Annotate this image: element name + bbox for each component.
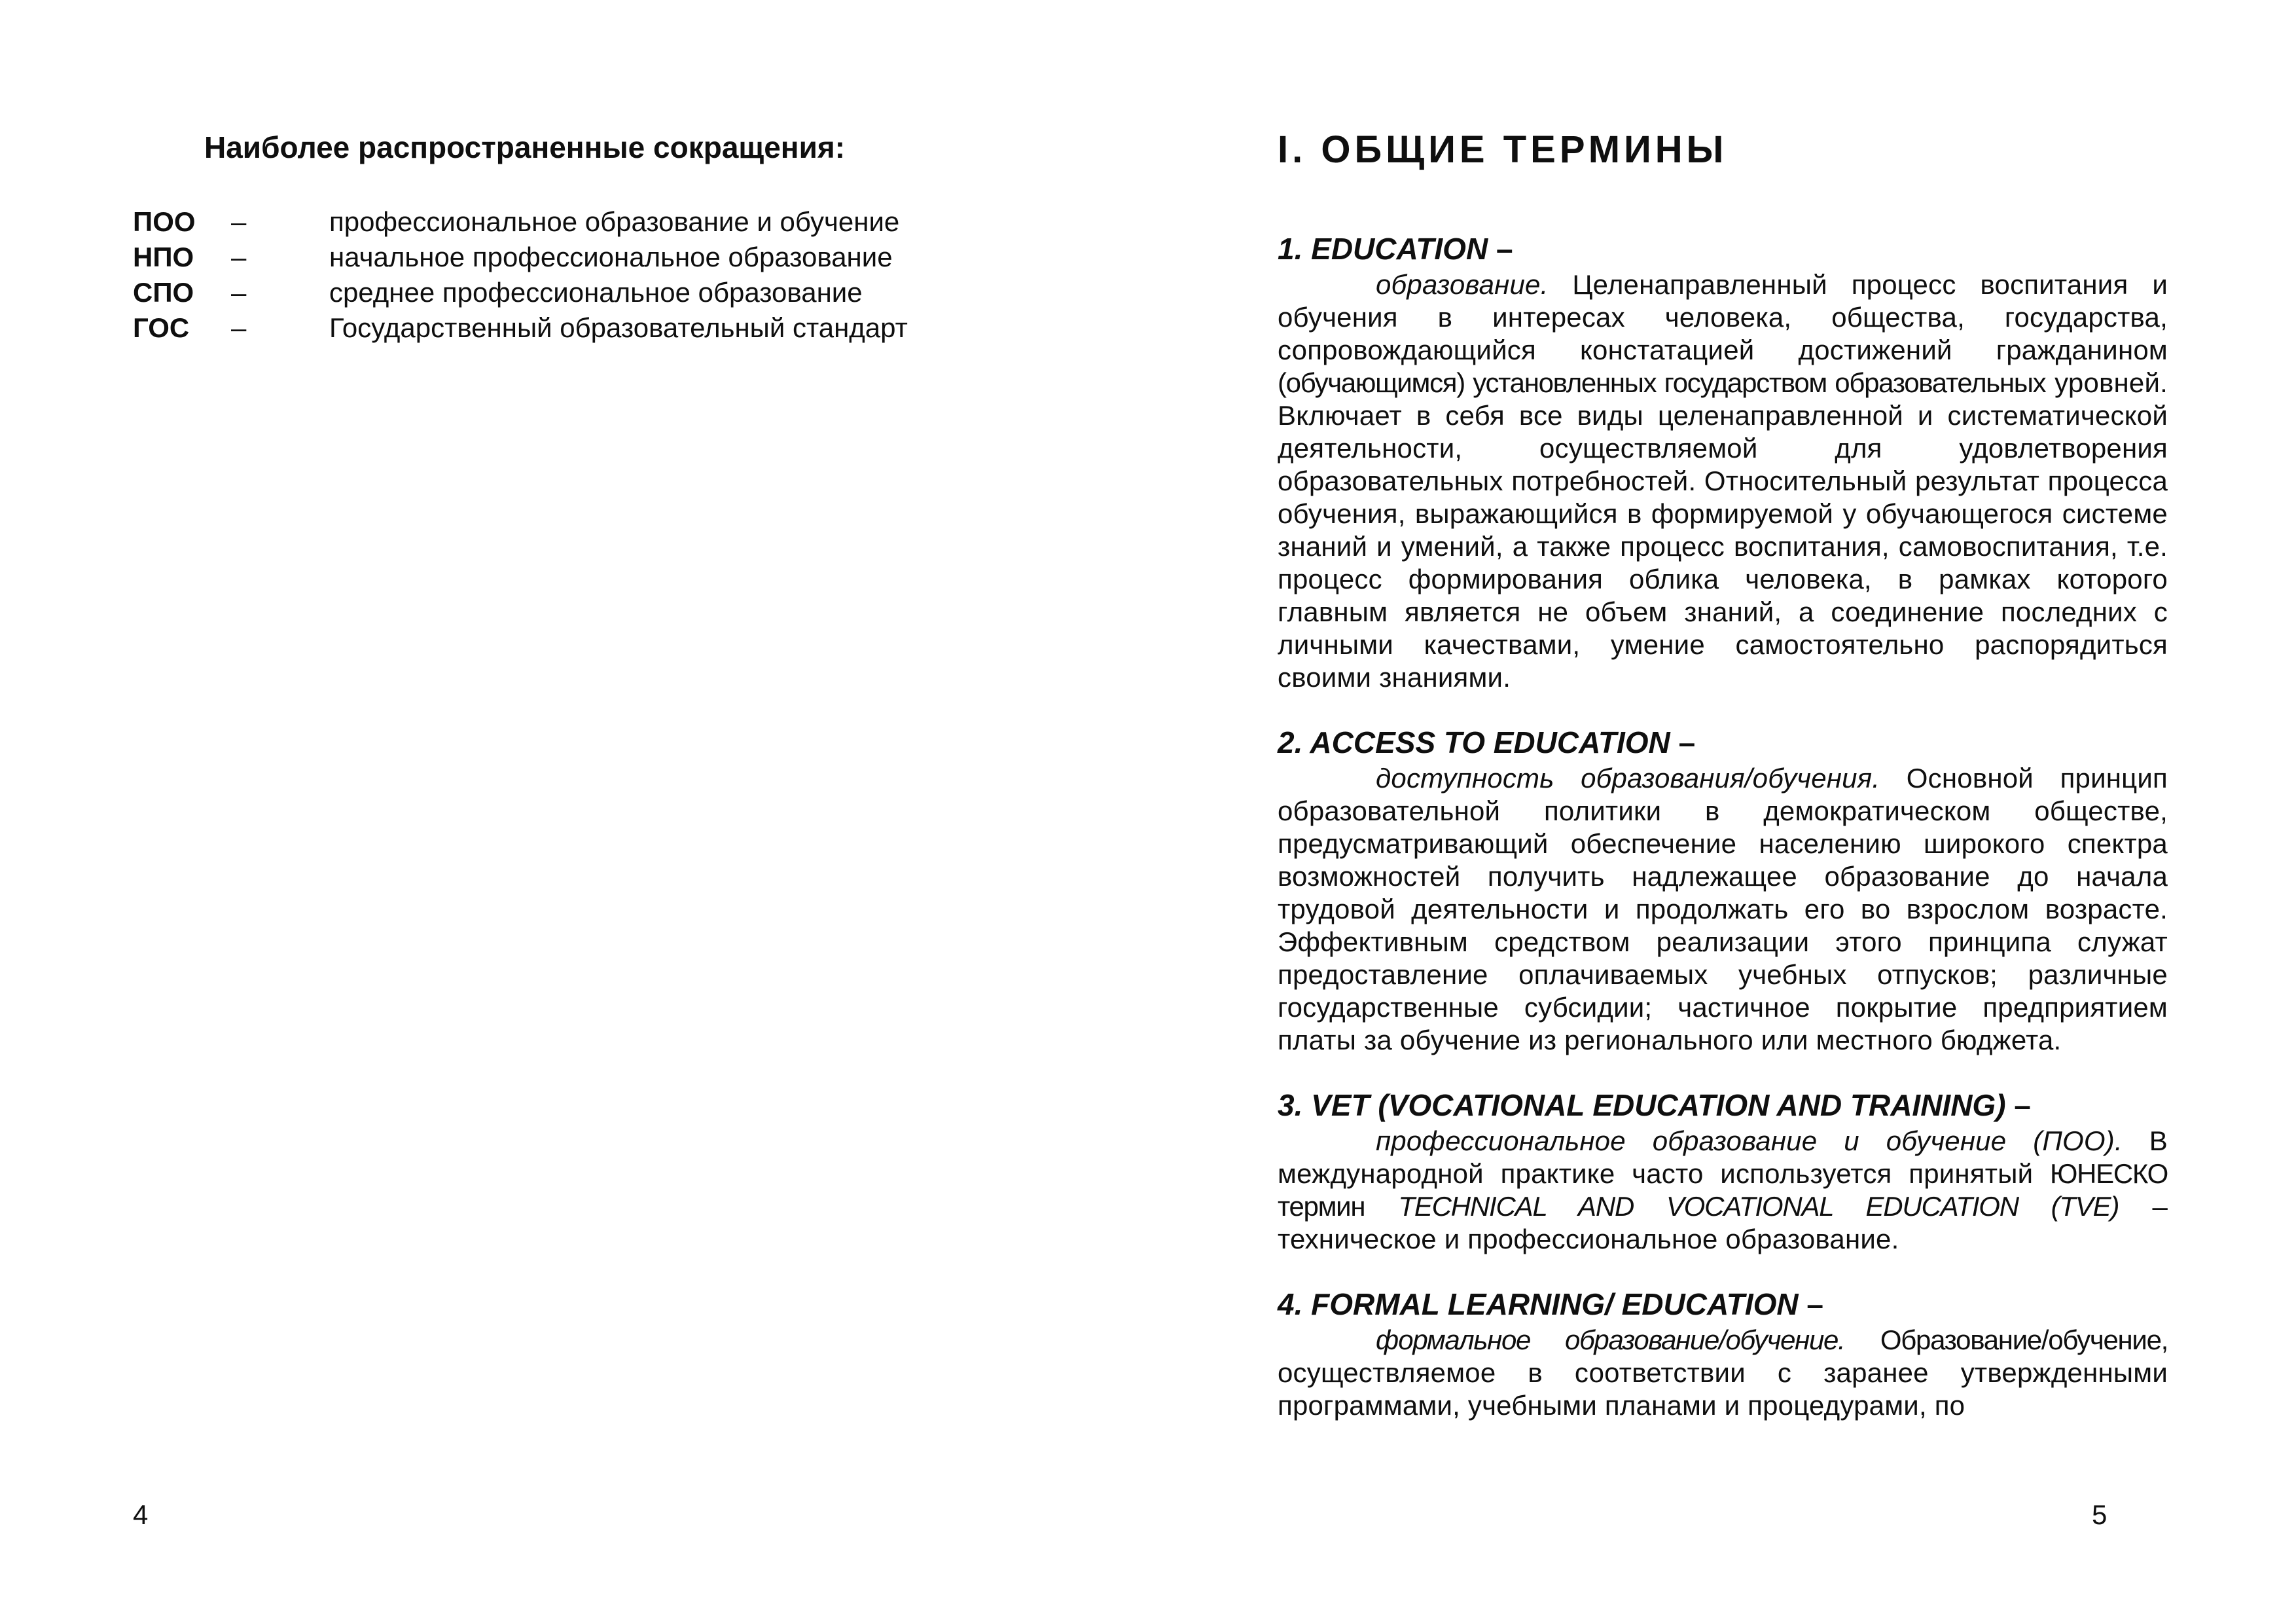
abbreviation-description: начальное профессиональное образование [329, 242, 893, 272]
term-definition [1278, 1125, 2168, 1256]
term-dash: – [1806, 1287, 1824, 1321]
term-definition-continued: – техническое и профессиональное образование. [1278, 1191, 2168, 1254]
term-dash: – [1496, 232, 1513, 266]
term-translation: формальное образование/обучение. [1376, 1324, 1845, 1355]
page-number-right: 5 [2092, 1499, 2108, 1530]
term-definition-continued: уровней. Включает в себя все виды целенаправленной и систематической деятельности, осуществляемой для удовлетворения образовательных потребностей. Относительный результат процесса обучения, выражающийся в формируемой у обучающегося системе знаний и умений, а также процесс воспитания, самовоспитания, т.е. процесс формирования облика человека, в рамках которого главным является не объем знаний, а соединение последних с личными качествами, умение самостоятельно распорядиться своими знаниями. [1278, 367, 2168, 693]
term-definition-condensed: Образование/обучение, [1880, 1324, 2168, 1355]
term-entry [1278, 1285, 2168, 1422]
term-heading-text: 1. EDUCATION [1278, 232, 1488, 266]
term-heading [1278, 1085, 2168, 1125]
term-definition-text: Целенаправленный процесс воспитания и обучения в интересах человека, общества, государства, сопровождающийся констатацией достижений гражданином [1278, 269, 2168, 365]
abbreviation-dash: – [231, 242, 247, 272]
term-heading [1278, 1285, 2168, 1324]
term-entry [1278, 723, 2168, 1057]
abbreviation-code: СПО [133, 277, 194, 308]
right-page [1148, 0, 2296, 1623]
term-translation: профессиональное образование и обучение (ПОО). [1376, 1125, 2123, 1156]
term-heading [1278, 229, 2168, 268]
term-translation: доступность образования/обучения. [1376, 763, 1880, 793]
abbreviation-dash: – [231, 277, 247, 308]
term-heading-text: 2. ACCESS TO EDUCATION [1278, 725, 1670, 759]
term-definition-text: В международной практике часто используется принятый [1278, 1125, 2168, 1189]
abbreviation-code: ПОО [133, 206, 196, 237]
section-title: I. ОБЩИЕ ТЕРМИНЫ [1278, 128, 1728, 171]
abbreviation-dash: – [231, 312, 247, 343]
abbreviation-code: ГОС [133, 312, 190, 343]
term-heading-text: 4. FORMAL LEARNING/ EDUCATION [1278, 1287, 1799, 1321]
abbreviation-description: среднее профессиональное образование [329, 277, 863, 308]
term-heading [1278, 723, 2168, 762]
abbreviation-code: НПО [133, 242, 194, 272]
term-definition [1278, 1324, 2168, 1422]
term-definition-continued: осуществляемое в соответствии с заранее утвержденными программами, учебными планами и процедурами, по [1278, 1357, 2168, 1421]
term-definition [1278, 268, 2168, 694]
abbreviation-dash: – [231, 206, 247, 237]
term-entry [1278, 1085, 2168, 1256]
term-entry [1278, 229, 2168, 694]
term-dash: – [1678, 725, 1696, 759]
term-heading-text: 3. VET (VOCATIONAL EDUCATION AND TRAINING) [1278, 1088, 2006, 1122]
term-english-equivalent: TECHNICAL AND VOCATIONAL EDUCATION (TVE) [1398, 1191, 2119, 1222]
term-definition-condensed: ЮНЕСКО термин [1278, 1158, 2168, 1222]
abbreviations-heading: Наиболее распространенные сокращения: [204, 130, 846, 164]
term-dash: – [2014, 1088, 2031, 1122]
abbreviation-description: профессиональное образование и обучение [329, 206, 900, 237]
terms-list [1278, 229, 2168, 1451]
term-definition-condensed: (обучающимся) установленных государством образовательных [1278, 367, 2046, 398]
term-definition-text: Основной принцип образовательной политики в демократическом обществе, предусматривающий обеспечение населению широкого спектра возможностей получить надлежащее образование до начала трудовой деятельности и продолжать его во взрослом возрасте. Эффективным средством реализации этого принципа служат предоставление оплачиваемых учебных отпусков; различные государственные субсидии; частичное покрытие предприятием платы за обучение из регионального или местного бюджета. [1278, 763, 2168, 1055]
abbreviation-description: Государственный образовательный стандарт [329, 312, 908, 343]
page-number-left: 4 [133, 1499, 149, 1530]
term-definition [1278, 762, 2168, 1057]
term-translation: образование. [1376, 269, 1549, 300]
